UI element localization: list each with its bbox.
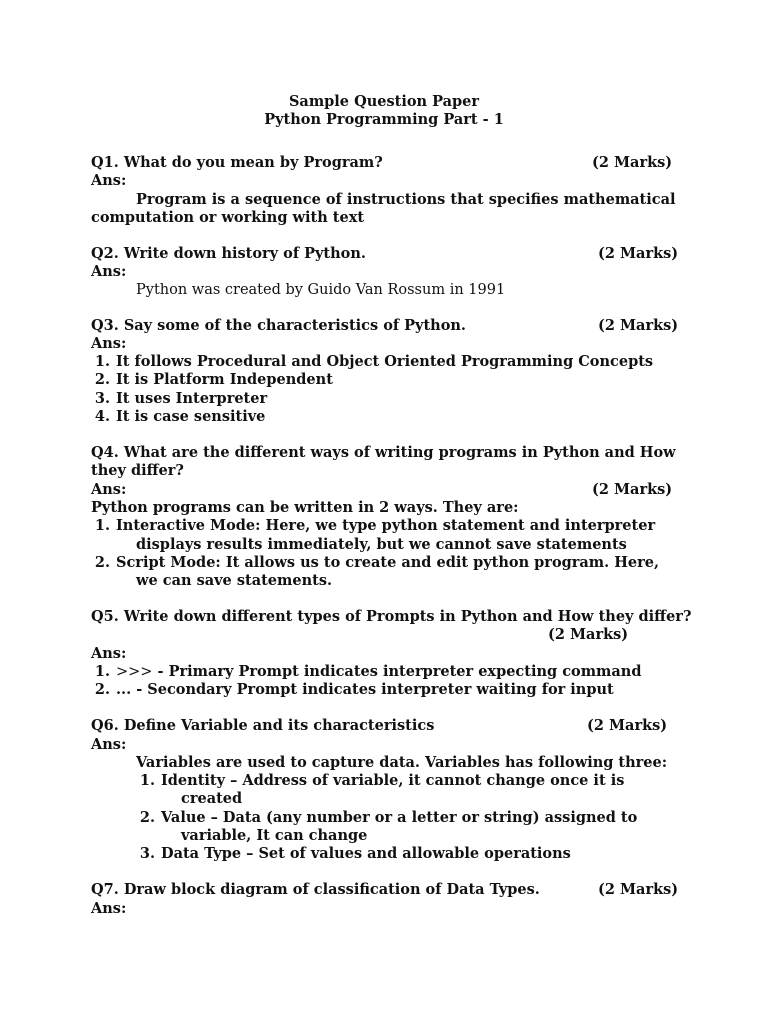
q4-intro: Python programs can be written in 2 ways. They are: [91, 499, 519, 516]
list-number: 1. [94, 517, 110, 534]
list-text: It follows Procedural and Object Oriented Programming Concepts [116, 353, 654, 370]
list-item [90, 390, 690, 408]
list-text: Interactive Mode: Here, we type python statement and interpreter [116, 517, 656, 534]
q1-answer-line1: Program is a sequence of instructions that specifies mathematical [136, 191, 676, 208]
list-number: 2. [94, 681, 110, 698]
list-text: - Primary Prompt indicates interpreter expecting command [152, 663, 642, 680]
q5-ans-label: Ans: [91, 645, 127, 662]
list-number: 2. [94, 554, 110, 571]
list-text: Value – Data (any number or a letter or string) assigned to [161, 809, 638, 826]
q2-question: Q2. Write down history of Python. [91, 245, 366, 262]
q6-question: Q6. Define Variable and its characteristics [91, 717, 435, 734]
q4-question-line1: Q4. What are the different ways of writing programs in Python and How [91, 444, 676, 461]
list-text-continued: displays results immediately, but we cannot save statements [136, 536, 627, 553]
list-item [135, 845, 735, 863]
list-number: 1. [94, 663, 110, 680]
q4-marks: (2 Marks) [592, 481, 673, 498]
paper-subtitle: Python Programming Part - 1 [264, 111, 504, 128]
q6-ans-label: Ans: [91, 736, 127, 753]
q2-answer: Python was created by Guido Van Rossum in 1991 [136, 282, 506, 298]
list-number: 1. [94, 353, 110, 370]
q1-answer-line2: computation or working with text [91, 209, 365, 226]
list-text-continued: created [181, 790, 243, 807]
list-item [90, 408, 690, 426]
list-number: 2. [139, 809, 155, 826]
q7-question: Q7. Draw block diagram of classification of Data Types. [91, 881, 540, 898]
list-item [90, 517, 690, 535]
list-item [90, 681, 690, 699]
list-item [90, 353, 690, 371]
q1-question: Q1. What do you mean by Program? [91, 154, 383, 171]
q6-intro: Variables are used to capture data. Variables has following three: [136, 754, 668, 771]
list-item [90, 371, 690, 389]
q1-ans-label: Ans: [91, 172, 127, 189]
q3-question: Q3. Say some of the characteristics of Python. [91, 317, 466, 334]
list-text: Data Type – Set of values and allowable operations [161, 845, 571, 862]
list-number: 1. [139, 772, 155, 789]
list-number: 4. [94, 408, 110, 425]
q5-question: Q5. Write down different types of Prompts in Python and How they differ? [91, 608, 692, 625]
paper-title: Sample Question Paper [288, 93, 480, 110]
q3-marks: (2 Marks) [598, 317, 679, 334]
q4-ans-label: Ans: [91, 481, 127, 498]
list-item [135, 809, 735, 827]
q7-marks: (2 Marks) [598, 881, 679, 898]
prompt-symbol: ... [116, 681, 132, 698]
prompt-symbol: >>> [116, 664, 153, 680]
q2-marks: (2 Marks) [598, 245, 679, 262]
list-text: It is Platform Independent [116, 371, 333, 388]
list-text: It is case sensitive [116, 408, 266, 425]
q1-marks: (2 Marks) [592, 154, 673, 171]
q5-marks: (2 Marks) [548, 626, 629, 643]
list-number: 2. [94, 371, 110, 388]
list-text-continued: variable, It can change [181, 827, 368, 844]
q3-ans-label: Ans: [91, 335, 127, 352]
q6-marks: (2 Marks) [587, 717, 668, 734]
list-text-continued: we can save statements. [136, 572, 333, 589]
q4-question-line2: they differ? [91, 462, 184, 479]
list-text: It uses Interpreter [116, 390, 268, 407]
list-text: Script Mode: It allows us to create and edit python program. Here, [116, 554, 660, 571]
list-item [90, 663, 690, 681]
list-number: 3. [139, 845, 155, 862]
q7-ans-label: Ans: [91, 900, 127, 917]
list-text: Identity – Address of variable, it cannot change once it is [161, 772, 625, 789]
q2-ans-label: Ans: [91, 263, 127, 280]
list-item [135, 772, 735, 790]
list-text: - Secondary Prompt indicates interpreter waiting for input [131, 681, 614, 698]
list-item [90, 554, 690, 572]
list-number: 3. [94, 390, 110, 407]
